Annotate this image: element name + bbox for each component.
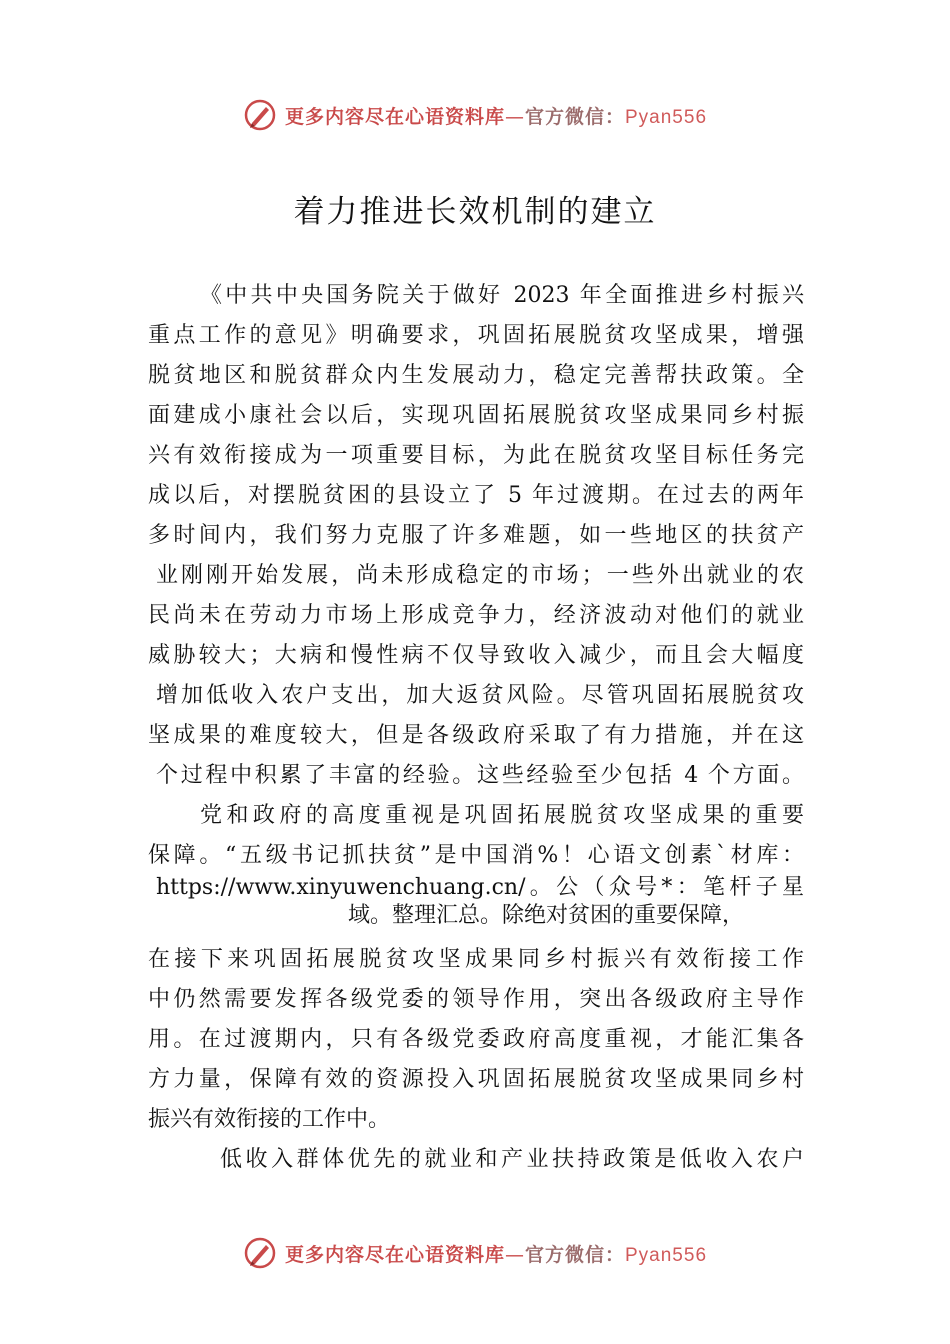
body-line: 方力量，保障有效的资源投入巩固拓展脱贫攻坚成果同乡村	[148, 1067, 804, 1092]
body-line: 保障。“五级书记抓扶贫”是中国消%！心语文创素`材库：	[148, 843, 804, 868]
pen-logo-icon	[243, 1236, 277, 1270]
body-line: 坚成果的难度较大，但是各级政府采取了有力措施，并在这	[148, 723, 804, 748]
body-line: 低收入群体优先的就业和产业扶持政策是低收入农户	[220, 1147, 804, 1172]
watermark-label: 官方微信：	[524, 1243, 625, 1266]
body-line: 业刚刚开始发展，尚未形成稳定的市场；一些外出就业的农	[156, 563, 804, 588]
watermark-text: 更多内容尽在心语资料库	[284, 105, 505, 128]
body-line: 面建成小康社会以后，实现巩固拓展脱贫攻坚成果同乡村振	[148, 403, 804, 428]
body-line: 《中共中央国务院关于做好 2023 年全面推进乡村振兴	[200, 283, 804, 308]
body-line: 振兴有效衔接的工作中。	[148, 1107, 391, 1132]
watermark-separator: —	[504, 105, 525, 128]
watermark-separator: —	[504, 1243, 525, 1266]
body-line: 重点工作的意见》明确要求，巩固拓展脱贫攻坚成果，增强	[148, 323, 804, 348]
body-line: 成以后，对摆脱贫困的县设立了 5 年过渡期。在过去的两年	[148, 483, 804, 508]
body-line: 党和政府的高度重视是巩固拓展脱贫攻坚成果的重要	[200, 803, 804, 828]
body-line: 脱贫地区和脱贫群众内生发展动力，稳定完善帮扶政策。全	[148, 363, 804, 388]
body-line: 在接下来巩固拓展脱贫攻坚成果同乡村振兴有效衔接工作	[148, 947, 804, 972]
body-line: 用。在过渡期内，只有各级党委政府高度重视，才能汇集各	[148, 1027, 804, 1052]
watermark-id: Pyan556	[625, 1244, 708, 1266]
watermark-id: Pyan556	[625, 106, 708, 128]
pen-logo-icon	[243, 98, 277, 132]
body-line: 域。整理汇总。除绝对贫困的重要保障，	[348, 903, 745, 928]
footer-watermark-banner	[0, 1233, 950, 1273]
body-line: 兴有效衔接成为一项重要目标，为此在脱贫攻坚目标任务完	[148, 443, 804, 468]
body-line: 中仍然需要发挥各级党委的领导作用，突出各级政府主导作	[148, 987, 804, 1012]
header-watermark-banner	[0, 95, 950, 135]
body-line: 增加低收入农户支出，加大返贫风险。尽管巩固拓展脱贫攻	[156, 683, 804, 708]
watermark-label: 官方微信：	[524, 105, 625, 128]
body-line: 民尚未在劳动力市场上形成竞争力，经济波动对他们的就业	[148, 603, 804, 628]
body-line: https://www.xinyuwenchuang.cn/。公（众号*：笔杆子星	[156, 875, 804, 900]
body-line: 多时间内，我们努力克服了许多难题，如一些地区的扶贫产	[148, 523, 804, 548]
watermark-text: 更多内容尽在心语资料库	[284, 1243, 505, 1266]
body-line: 威胁较大；大病和慢性病不仅导致收入减少，而且会大幅度	[148, 643, 804, 668]
document-title: 着力推进长效机制的建立	[293, 194, 657, 230]
body-line: 个过程中积累了丰富的经验。这些经验至少包括 4 个方面。	[156, 763, 804, 788]
